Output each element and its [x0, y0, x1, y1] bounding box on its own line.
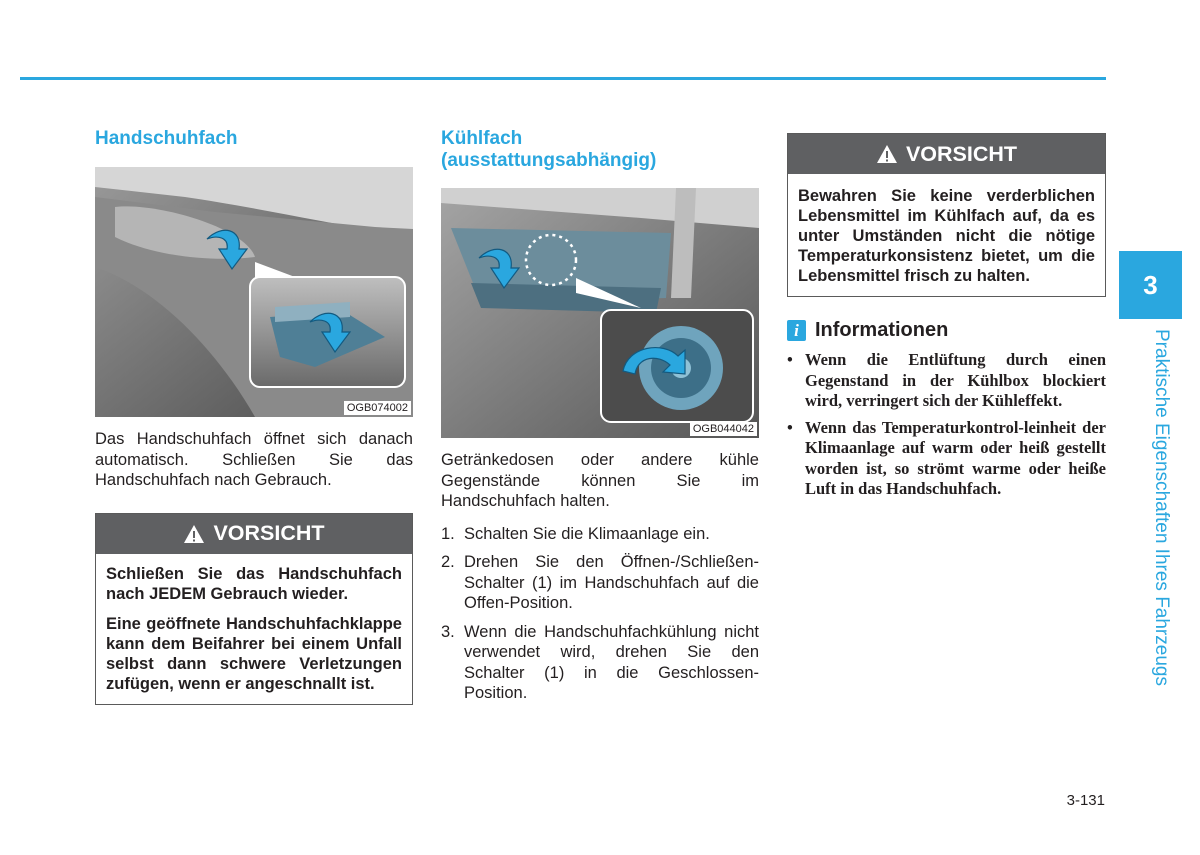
list-item: [441, 524, 759, 545]
cooling-box-description: Getränkedosen oder andere kühle Gegenstände können Sie im Handschuhfach halten.: [441, 451, 759, 510]
caution-header: [96, 514, 412, 554]
column-right: [787, 133, 1106, 506]
caution-box: [787, 133, 1106, 297]
info-header: [787, 319, 1106, 342]
bullet: •: [787, 417, 793, 437]
image-code: OGB074002: [344, 401, 411, 415]
caution-body: [96, 554, 412, 704]
column-left: [95, 128, 413, 705]
info-item-text: Wenn die Entlüftung durch einen Gegenstand in der Kühlbox blockiert wird, verringert sich der Kühleffekt.: [805, 350, 1106, 410]
info-title: Informationen: [815, 319, 949, 341]
glovebox-illustration: [95, 167, 413, 417]
caution-paragraph: Bewahren Sie keine verderblichen Lebensmittel im Kühlfach auf, da es unter Umständen nicht die nötige Temperaturkonsistenz bietet, um die Lebensmittel frisch zu halten.: [798, 187, 1095, 285]
column-middle: [441, 128, 759, 712]
glovebox-photo: [95, 167, 413, 417]
step-number: 2.: [441, 553, 455, 571]
step-text: Schalten Sie die Klimaanlage ein.: [464, 524, 710, 543]
heading-line: (ausstattungsabhängig): [441, 150, 657, 171]
bullet: •: [787, 350, 793, 369]
list-item: [787, 418, 1106, 500]
step-text: Drehen Sie den Öffnen-/Schließen-Schalter (1) im Handschuhfach auf die Offen-Position.: [464, 553, 759, 612]
cooling-box-illustration: [441, 188, 759, 438]
list-item: [787, 350, 1106, 412]
warning-triangle-icon: [183, 524, 205, 544]
page-number: 3-131: [1066, 792, 1105, 809]
caution-title: VORSICHT: [905, 141, 1018, 166]
warning-triangle-icon: [876, 144, 898, 164]
header-rule: [20, 77, 1106, 80]
info-list: [787, 350, 1106, 500]
step-text: Wenn die Handschuhfachkühlung nicht verwendet wird, drehen Sie den Schalter (1) in die Geschlossen-Position.: [464, 622, 759, 702]
caution-header: [788, 134, 1105, 174]
heading-line: Kühlfach: [441, 128, 523, 149]
section-heading-handschuhfach: Handschuhfach: [95, 128, 238, 149]
chapter-title: Praktische Eigenschaften Ihres Fahrzeugs: [1151, 329, 1172, 686]
list-item: [441, 552, 759, 614]
step-number: 1.: [441, 524, 455, 543]
list-item: [441, 622, 759, 704]
caution-paragraph: Eine geöffnete Handschuhfachklappe kann dem Beifahrer bei einem Unfall selbst dann schwere Verletzungen zufügen, wenn er angeschnallt ist.: [106, 614, 402, 693]
cooling-box-photo: [441, 188, 759, 438]
image-code: OGB044042: [690, 422, 757, 436]
info-icon: i: [787, 320, 806, 341]
step-number: 3.: [441, 622, 455, 641]
caution-title: VORSICHT: [213, 521, 325, 545]
caution-body: [788, 174, 1105, 296]
caution-paragraph: Schließen Sie das Handschuhfach nach JEDEM Gebrauch wieder.: [106, 564, 402, 603]
info-item-text: Wenn das Temperaturkontrol-leinheit der Klimaanlage auf warm oder heiß gestellt worden ist, so strömt warme oder heiße Luft in das Handschuhfach.: [805, 417, 1106, 498]
caution-box: [95, 513, 413, 705]
glovebox-description: Das Handschuhfach öffnet sich danach automatisch. Schließen Sie das Handschuhfach nach Gebrauch.: [95, 430, 413, 489]
step-list: [441, 524, 759, 704]
section-heading-kuehlfach: [441, 128, 759, 172]
chapter-number-tab: 3: [1119, 251, 1182, 319]
